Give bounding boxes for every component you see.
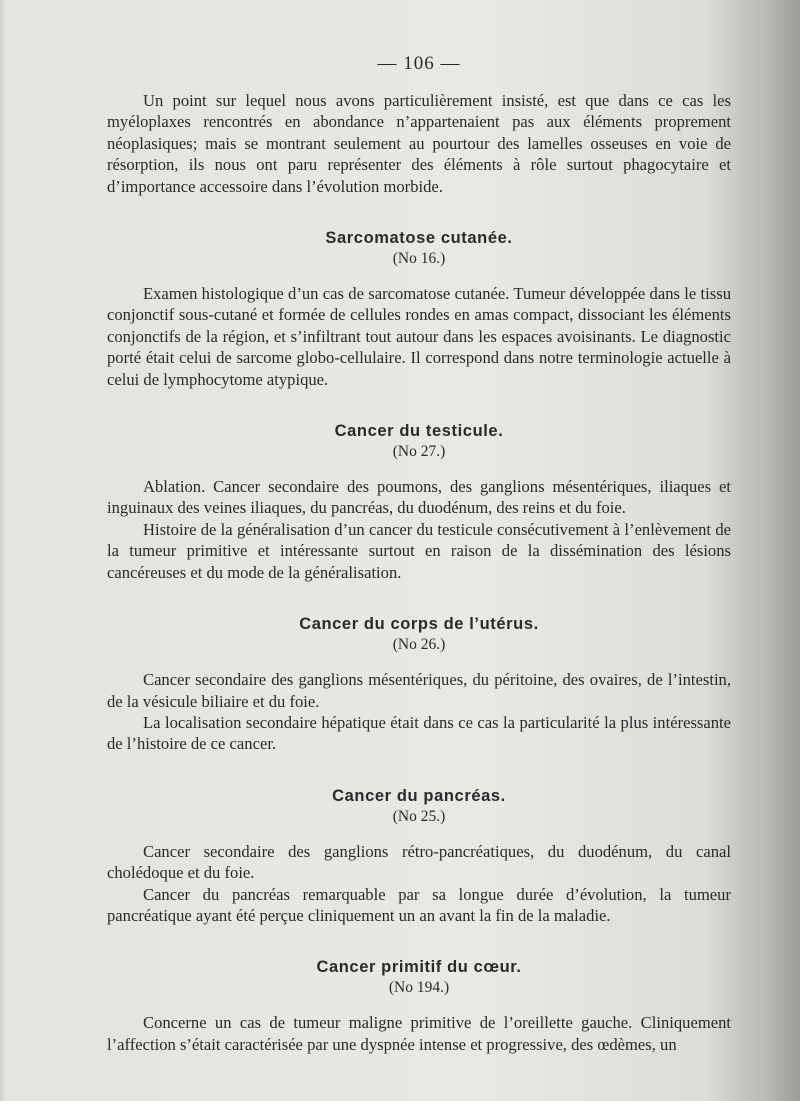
- section-paragraph: Ablation. Cancer secondaire des poumons, des ganglions mésentériques, iliaques et inguinaux des veines iliaques, du pancréas, du duodénum, des reins et du foie.: [107, 477, 731, 518]
- section-body: [107, 476, 731, 583]
- section-title: Sarcomatose cutanée.: [325, 229, 513, 248]
- section-title: Cancer du corps de l’utérus.: [299, 615, 539, 634]
- section-sarcomatose-cutanee: [107, 227, 731, 390]
- intro-paragraph: Un point sur lequel nous avons particulièrement insisté, est que dans ce cas les myéloplaxes rencontrés en abondance n’appartenaient pas aux éléments proprement néoplasiques; mais se montrant seulement au pourtour des lamelles osseuses en voie de résorption, ils nous ont paru représenter des éléments à rôle surtout phagocytaire et d’importance accessoire dans l’évolution morbide.: [107, 91, 731, 196]
- section-cancer-corps-uterus: [107, 613, 731, 755]
- section-paragraph: La localisation secondaire hépatique était dans ce cas la particularité la plus intéressante de l’histoire de ce cancer.: [107, 712, 731, 754]
- section-title: Cancer du pancréas.: [332, 786, 506, 805]
- section-body: [107, 283, 731, 390]
- section-title: Cancer primitif du cœur.: [316, 958, 522, 977]
- section-paragraph: Cancer du pancréas remarquable par sa longue durée d’évolution, la tumeur pancréatique ayant été perçue cliniquement un an avant la fin de la maladie.: [107, 884, 731, 925]
- section-number: (No 194.): [388, 979, 450, 997]
- section-number: (No 25.): [392, 807, 446, 825]
- section-body: [107, 669, 731, 755]
- section-body: [107, 841, 731, 927]
- section-cancer-pancreas: [107, 785, 731, 927]
- section-body: [107, 1012, 731, 1055]
- section-paragraph: Cancer secondaire des ganglions rétro-pancréatiques, du duodénum, du canal cholédoque et du foie.: [107, 841, 731, 883]
- section-paragraph: Cancer secondaire des ganglions mésentériques, du péritoine, des ovaires, de l’intestin, de la vésicule biliaire et du foie.: [107, 670, 731, 711]
- page-number: — 106 —: [377, 53, 461, 74]
- section-title: Cancer du testicule.: [334, 422, 504, 441]
- page-content: [107, 52, 731, 1055]
- section-number: (No 16.): [392, 250, 446, 268]
- section-number: (No 27.): [392, 443, 446, 461]
- section-cancer-primitif-coeur: [107, 956, 731, 1055]
- section-cancer-testicule: [107, 420, 731, 583]
- section-number: (No 26.): [392, 636, 446, 654]
- section-paragraph: Histoire de la généralisation d’un cancer du testicule consécutivement à l’enlèvement de la tumeur primitive et intéressante surtout en raison de la dissémination des lésions cancéreuses et du mode de la généralisation.: [107, 519, 731, 582]
- section-paragraph: Examen histologique d’un cas de sarcomatose cutanée. Tumeur développée dans le tissu conjonctif sous-cutané et formée de cellules rondes en amas compact, dissociant les éléments conjonctifs de la région, et s’infiltrant tout autour dans les espaces avoisinants. Le diagnostic porté était celui de sarcome globo-cellulaire. Il correspond dans notre terminologie actuelle à celui de lymphocytome atypique.: [107, 284, 731, 389]
- page-edge: [0, 0, 6, 1101]
- section-paragraph: Concerne un cas de tumeur maligne primitive de l’oreillette gauche. Cliniquement l’affection s’était caractérisée par une dyspnée intense et progressive, des œdèmes, un: [107, 1013, 731, 1054]
